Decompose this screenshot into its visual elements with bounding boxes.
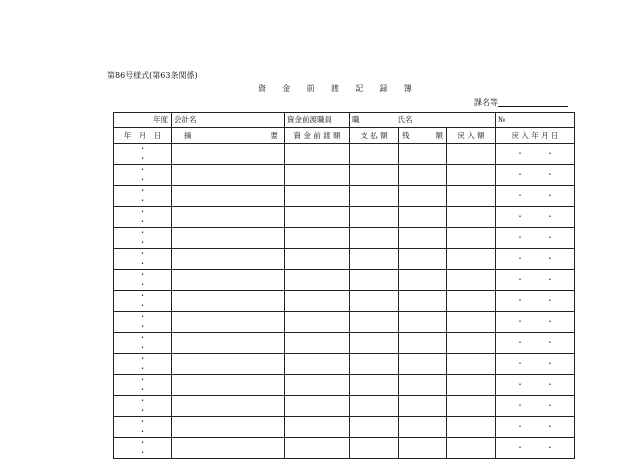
row-refund-date[interactable]: ・ ・ bbox=[496, 185, 575, 206]
account-label[interactable]: 会計名 bbox=[172, 113, 285, 128]
table-row bbox=[114, 185, 575, 206]
row-advance-amount[interactable] bbox=[285, 143, 350, 164]
form-number: 第86号様式(第63条関係) bbox=[107, 71, 198, 80]
row-summary[interactable] bbox=[172, 227, 285, 248]
table-row bbox=[114, 269, 575, 290]
title-char: 渡 bbox=[330, 84, 339, 93]
row-date[interactable]: ・ ・ bbox=[114, 248, 172, 269]
row-balance[interactable] bbox=[399, 185, 447, 206]
title-char: 記 bbox=[355, 84, 364, 93]
row-summary[interactable] bbox=[172, 332, 285, 353]
row-date[interactable]: ・ ・ bbox=[114, 374, 172, 395]
table-row bbox=[114, 374, 575, 395]
row-refund-amount[interactable] bbox=[447, 206, 496, 227]
row-summary[interactable] bbox=[172, 416, 285, 437]
table-row bbox=[114, 437, 575, 458]
col-advance-amount: 資 金 前 渡 額 bbox=[285, 128, 350, 143]
row-balance[interactable] bbox=[399, 143, 447, 164]
row-date[interactable]: ・ ・ bbox=[114, 353, 172, 374]
row-refund-date[interactable]: ・ ・ bbox=[496, 290, 575, 311]
row-payment-amount[interactable] bbox=[350, 437, 399, 458]
row-summary[interactable] bbox=[172, 269, 285, 290]
ledger-body bbox=[114, 143, 575, 458]
row-refund-amount[interactable] bbox=[447, 185, 496, 206]
row-payment-amount[interactable] bbox=[350, 416, 399, 437]
row-payment-amount[interactable] bbox=[350, 227, 399, 248]
row-balance[interactable] bbox=[399, 437, 447, 458]
table-row bbox=[114, 248, 575, 269]
table-row bbox=[114, 227, 575, 248]
row-payment-amount[interactable] bbox=[350, 311, 399, 332]
row-payment-amount[interactable] bbox=[350, 185, 399, 206]
row-refund-amount[interactable] bbox=[447, 164, 496, 185]
row-refund-amount[interactable] bbox=[447, 143, 496, 164]
row-payment-amount[interactable] bbox=[350, 353, 399, 374]
section-field-line[interactable] bbox=[498, 106, 568, 107]
row-payment-amount[interactable] bbox=[350, 269, 399, 290]
table-row bbox=[114, 332, 575, 353]
row-advance-amount[interactable] bbox=[285, 311, 350, 332]
ledger-table bbox=[113, 112, 575, 459]
row-refund-amount[interactable] bbox=[447, 353, 496, 374]
row-date[interactable]: ・ ・ bbox=[114, 311, 172, 332]
row-date[interactable]: ・ ・ bbox=[114, 185, 172, 206]
row-summary[interactable] bbox=[172, 311, 285, 332]
title-char: 金 bbox=[282, 84, 291, 93]
info-row bbox=[114, 113, 575, 128]
table-row bbox=[114, 416, 575, 437]
row-balance[interactable] bbox=[399, 332, 447, 353]
row-refund-amount[interactable] bbox=[447, 416, 496, 437]
row-payment-amount[interactable] bbox=[350, 164, 399, 185]
row-refund-date[interactable]: ・ ・ bbox=[496, 353, 575, 374]
row-summary[interactable] bbox=[172, 353, 285, 374]
row-balance[interactable] bbox=[399, 353, 447, 374]
row-payment-amount[interactable] bbox=[350, 395, 399, 416]
row-advance-amount[interactable] bbox=[285, 416, 350, 437]
row-balance[interactable] bbox=[399, 206, 447, 227]
row-balance[interactable] bbox=[399, 374, 447, 395]
title-char: 前 bbox=[306, 84, 315, 93]
year-label: 年度 bbox=[114, 113, 172, 128]
row-date[interactable]: ・ ・ bbox=[114, 269, 172, 290]
row-refund-date[interactable]: ・ ・ bbox=[496, 227, 575, 248]
row-date[interactable]: ・ ・ bbox=[114, 395, 172, 416]
column-header-row bbox=[114, 128, 575, 143]
row-summary[interactable] bbox=[172, 290, 285, 311]
advance-officer-label: 資金前渡職員 bbox=[285, 113, 350, 128]
col-payment-amount: 支 払 額 bbox=[350, 128, 399, 143]
title-char: 簿 bbox=[403, 84, 412, 93]
row-payment-amount[interactable] bbox=[350, 248, 399, 269]
table-row bbox=[114, 206, 575, 227]
row-balance[interactable] bbox=[399, 269, 447, 290]
row-advance-amount[interactable] bbox=[285, 227, 350, 248]
row-refund-amount[interactable] bbox=[447, 269, 496, 290]
row-advance-amount[interactable] bbox=[285, 332, 350, 353]
row-refund-amount[interactable] bbox=[447, 311, 496, 332]
row-summary[interactable] bbox=[172, 164, 285, 185]
row-advance-amount[interactable] bbox=[285, 353, 350, 374]
table-row bbox=[114, 143, 575, 164]
row-summary[interactable] bbox=[172, 374, 285, 395]
row-refund-date[interactable]: ・ ・ bbox=[496, 311, 575, 332]
officer-position-name[interactable] bbox=[350, 113, 496, 128]
row-refund-amount[interactable] bbox=[447, 395, 496, 416]
row-advance-amount[interactable] bbox=[285, 374, 350, 395]
row-refund-date[interactable]: ・ ・ bbox=[496, 269, 575, 290]
row-refund-date[interactable]: ・ ・ bbox=[496, 332, 575, 353]
row-refund-date[interactable]: ・ ・ bbox=[496, 206, 575, 227]
row-advance-amount[interactable] bbox=[285, 290, 350, 311]
row-payment-amount[interactable] bbox=[350, 206, 399, 227]
row-refund-amount[interactable] bbox=[447, 437, 496, 458]
row-refund-date[interactable]: ・ ・ bbox=[496, 143, 575, 164]
row-date[interactable]: ・ ・ bbox=[114, 164, 172, 185]
row-balance[interactable] bbox=[399, 248, 447, 269]
row-refund-date[interactable]: ・ ・ bbox=[496, 395, 575, 416]
row-balance[interactable] bbox=[399, 290, 447, 311]
row-advance-amount[interactable] bbox=[285, 164, 350, 185]
row-advance-amount[interactable] bbox=[285, 437, 350, 458]
row-date[interactable]: ・ ・ bbox=[114, 143, 172, 164]
row-balance[interactable] bbox=[399, 416, 447, 437]
row-summary[interactable] bbox=[172, 248, 285, 269]
table-row bbox=[114, 164, 575, 185]
row-date[interactable]: ・ ・ bbox=[114, 227, 172, 248]
row-advance-amount[interactable] bbox=[285, 395, 350, 416]
row-refund-amount[interactable] bbox=[447, 290, 496, 311]
title-char: 資 bbox=[258, 84, 266, 93]
col-refund-amount: 戻 入 額 bbox=[447, 128, 496, 143]
row-refund-date[interactable]: ・ ・ bbox=[496, 374, 575, 395]
row-summary[interactable] bbox=[172, 143, 285, 164]
table-row bbox=[114, 311, 575, 332]
row-balance[interactable] bbox=[399, 164, 447, 185]
row-advance-amount[interactable] bbox=[285, 206, 350, 227]
row-refund-date[interactable]: ・ ・ bbox=[496, 437, 575, 458]
table-row bbox=[114, 353, 575, 374]
position-label: 職 bbox=[352, 115, 360, 125]
row-date[interactable]: ・ ・ bbox=[114, 290, 172, 311]
row-balance[interactable] bbox=[399, 311, 447, 332]
section-label: 課名等 bbox=[474, 98, 498, 107]
row-refund-date[interactable]: ・ ・ bbox=[496, 248, 575, 269]
col-date: 年 月 日 bbox=[114, 128, 172, 143]
row-date[interactable]: ・ ・ bbox=[114, 416, 172, 437]
row-payment-amount[interactable] bbox=[350, 290, 399, 311]
row-date[interactable]: ・ ・ bbox=[114, 332, 172, 353]
row-balance[interactable] bbox=[399, 227, 447, 248]
name-label: 氏名 bbox=[397, 115, 413, 125]
row-date[interactable]: ・ ・ bbox=[114, 437, 172, 458]
row-date[interactable]: ・ ・ bbox=[114, 206, 172, 227]
col-summary: 摘 要 bbox=[172, 128, 285, 143]
row-payment-amount[interactable] bbox=[350, 374, 399, 395]
row-refund-amount[interactable] bbox=[447, 374, 496, 395]
row-summary[interactable] bbox=[172, 437, 285, 458]
row-summary[interactable] bbox=[172, 206, 285, 227]
row-refund-amount[interactable] bbox=[447, 332, 496, 353]
number-label: № bbox=[496, 113, 575, 128]
row-advance-amount[interactable] bbox=[285, 185, 350, 206]
row-payment-amount[interactable] bbox=[350, 332, 399, 353]
row-balance[interactable] bbox=[399, 395, 447, 416]
row-refund-date[interactable]: ・ ・ bbox=[496, 416, 575, 437]
title-char: 録 bbox=[379, 84, 388, 93]
row-refund-date[interactable]: ・ ・ bbox=[496, 164, 575, 185]
col-balance: 残 額 bbox=[399, 128, 447, 143]
table-row bbox=[114, 290, 575, 311]
row-payment-amount[interactable] bbox=[350, 143, 399, 164]
col-refund-date: 戻 入 年 月 日 bbox=[496, 128, 575, 143]
document-title bbox=[258, 84, 428, 94]
row-refund-amount[interactable] bbox=[447, 248, 496, 269]
row-summary[interactable] bbox=[172, 395, 285, 416]
row-advance-amount[interactable] bbox=[285, 248, 350, 269]
row-refund-amount[interactable] bbox=[447, 227, 496, 248]
row-advance-amount[interactable] bbox=[285, 269, 350, 290]
row-summary[interactable] bbox=[172, 185, 285, 206]
table-row bbox=[114, 395, 575, 416]
